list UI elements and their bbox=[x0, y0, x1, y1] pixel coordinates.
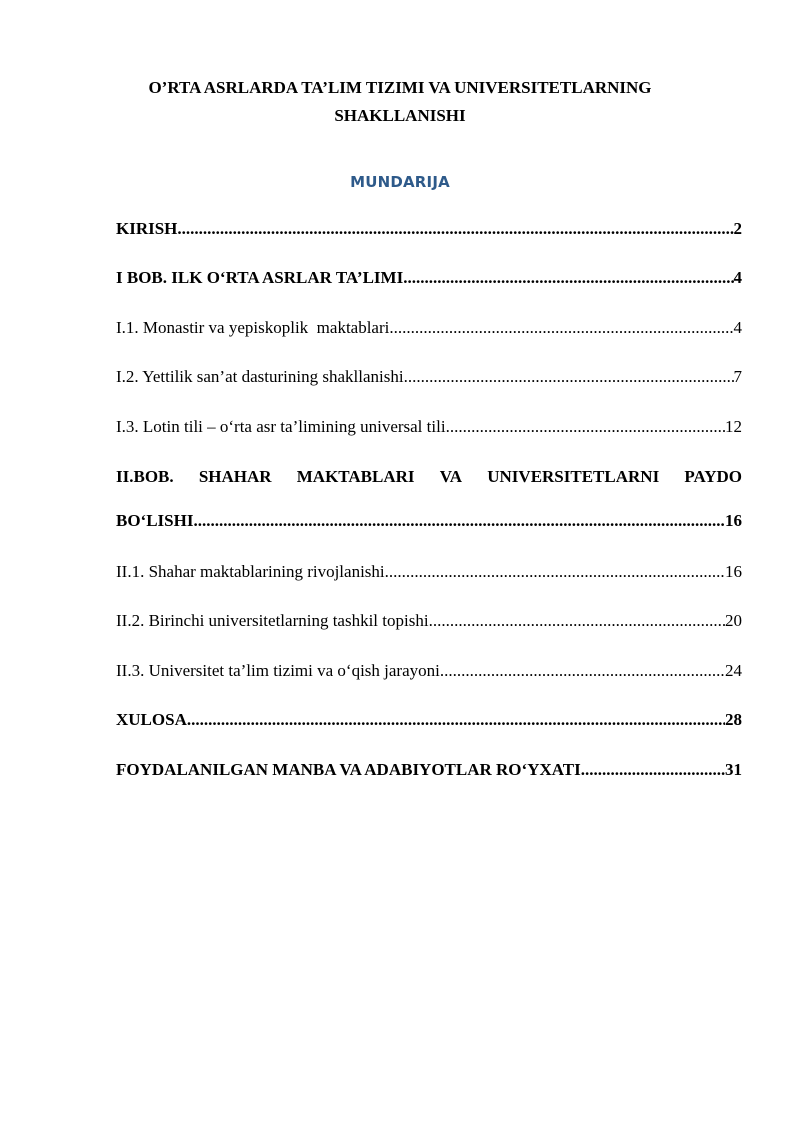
toc-entry-section-1-3[interactable] bbox=[116, 416, 742, 438]
toc-entry-page: 4 bbox=[733, 318, 742, 337]
toc-dot-leader bbox=[193, 510, 725, 532]
toc-entry-section-2-2[interactable] bbox=[116, 610, 742, 632]
toc-dot-leader bbox=[446, 416, 725, 438]
toc-entry-section-2-1[interactable] bbox=[116, 561, 742, 583]
toc-entry-page: 4 bbox=[733, 268, 742, 287]
toc-entry-label-line-2 bbox=[116, 510, 742, 532]
toc-entry-section-1-1[interactable] bbox=[116, 317, 742, 339]
toc-word: II.BOB. bbox=[116, 467, 174, 486]
document-title bbox=[100, 74, 700, 130]
toc-word: PAYDO bbox=[684, 467, 742, 486]
toc-entry-chapter-2[interactable] bbox=[116, 466, 742, 532]
toc-entry-page: 16 bbox=[725, 562, 742, 581]
toc-entry-label: I.3. Lotin tili – o‘rta asr ta’limining universal tili bbox=[116, 417, 446, 436]
toc-dot-leader bbox=[403, 267, 733, 289]
toc-dot-leader bbox=[429, 610, 725, 632]
toc-entry-label: I BOB. ILK O‘RTA ASRLAR TA’LIMI bbox=[116, 268, 404, 287]
toc-dot-leader bbox=[440, 660, 725, 682]
toc-word: MAKTABLARI bbox=[296, 467, 415, 486]
toc-entry-label-line-1 bbox=[116, 466, 742, 488]
toc-dot-leader bbox=[389, 317, 733, 339]
toc-word: VA bbox=[439, 467, 463, 486]
toc-entry-page: 20 bbox=[725, 611, 742, 630]
toc-entry-section-1-2[interactable] bbox=[116, 366, 742, 388]
title-line-2: SHAKLLANISHI bbox=[334, 106, 466, 125]
toc-entry-section-2-3[interactable] bbox=[116, 660, 742, 682]
toc-entry-label: II.3. Universitet ta’lim tizimi va o‘qish jarayoni bbox=[116, 661, 440, 680]
toc-entry-label: BO‘LISHI bbox=[116, 511, 194, 530]
toc-entry-label: KIRISH bbox=[116, 219, 178, 238]
toc-entry-chapter-1[interactable] bbox=[116, 267, 742, 289]
toc-entry-page: 31 bbox=[725, 760, 742, 779]
toc-dot-leader bbox=[187, 709, 725, 731]
toc-entry-label: FOYDALANILGAN MANBA VA ADABIYOTLAR RO‘YXATI bbox=[116, 760, 581, 779]
toc-dot-leader bbox=[581, 759, 725, 781]
toc-dot-leader bbox=[177, 218, 733, 240]
toc-entry-page: 16 bbox=[725, 511, 742, 530]
toc-entry-page: 2 bbox=[733, 219, 742, 238]
toc-entry-label: I.1. Monastir va yepiskoplik maktablari bbox=[116, 318, 390, 337]
toc-entry-page: 12 bbox=[725, 417, 742, 436]
title-line-1: O’RTA ASRLARDA TA’LIM TIZIMI VA UNIVERSITETLARNING bbox=[148, 78, 652, 97]
toc-entry-xulosa[interactable] bbox=[116, 709, 742, 731]
toc-dot-leader bbox=[404, 366, 734, 388]
toc-entry-label: II.1. Shahar maktablarining rivojlanishi bbox=[116, 562, 385, 581]
toc-entry-page: 28 bbox=[725, 710, 742, 729]
toc-entry-label: I.2. Yettilik san’at dasturining shakllanishi bbox=[116, 367, 404, 386]
toc-entry-bibliography[interactable] bbox=[116, 759, 742, 781]
toc-heading: MUNDARIJA bbox=[350, 173, 450, 191]
toc-word: UNIVERSITETLARNI bbox=[487, 467, 660, 486]
toc-entry-page: 24 bbox=[725, 661, 742, 680]
toc-entry-label: II.2. Birinchi universitetlarning tashkil topishi bbox=[116, 611, 429, 630]
toc-dot-leader bbox=[385, 561, 725, 583]
toc-entry-kirish[interactable] bbox=[116, 218, 742, 240]
toc-word: SHAHAR bbox=[198, 467, 272, 486]
toc-entry-page: 7 bbox=[733, 367, 742, 386]
toc-entry-label: XULOSA bbox=[116, 710, 187, 729]
